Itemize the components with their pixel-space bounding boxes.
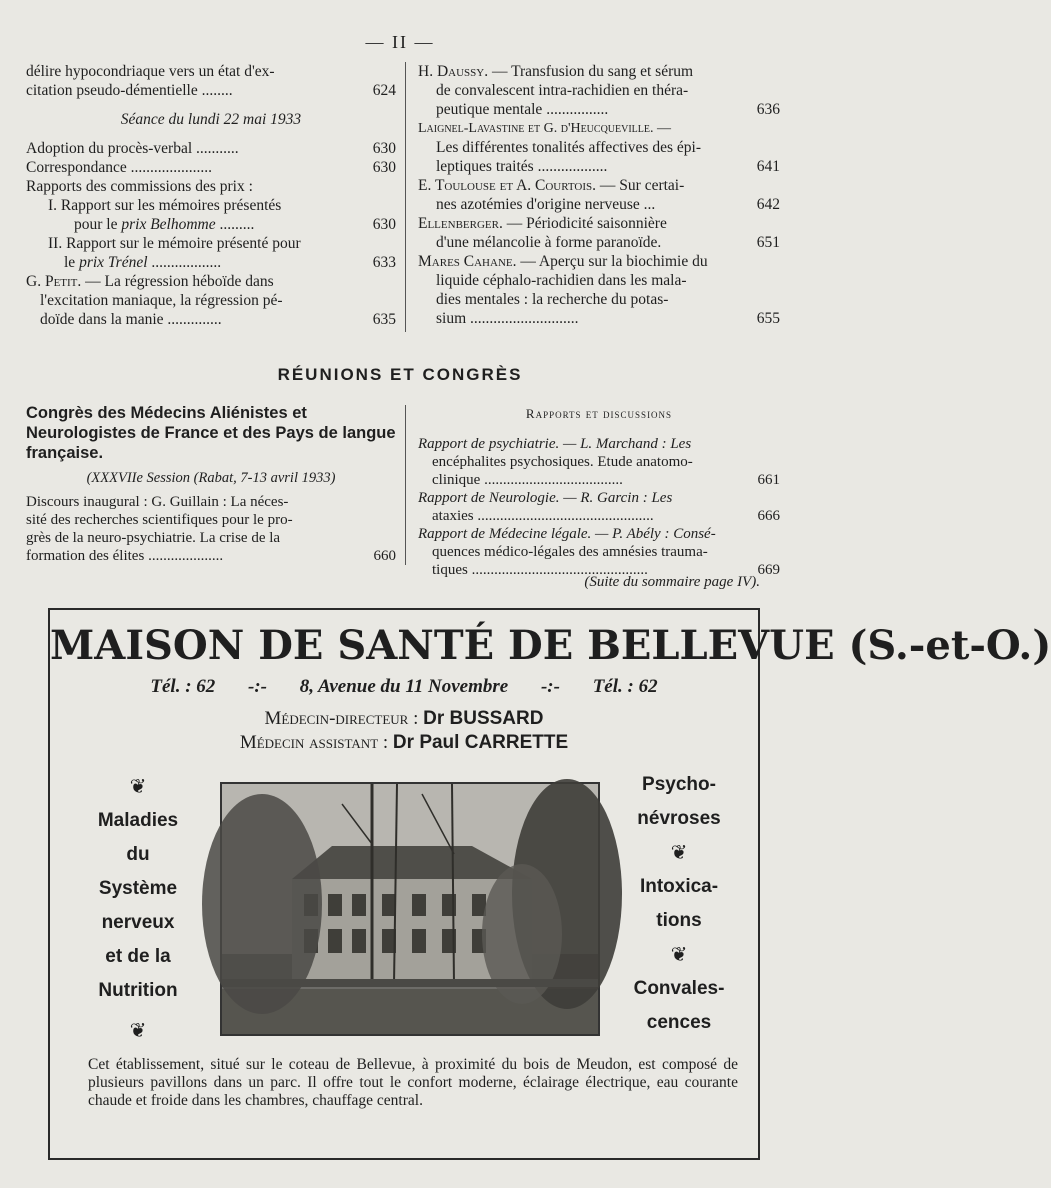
toc-entry: Rapport de Médecine légale. — P. Abély : Consé- (418, 526, 716, 542)
toc-entry: sité des recherches scientifiques pour le pro- (26, 512, 293, 528)
page-ref: 642 (756, 196, 780, 213)
page-ref: 630 (372, 159, 396, 176)
toc-entry: le prix Trénel .................. 633 (64, 254, 396, 271)
toc-entry: E. Toulouse et A. Courtois. — Sur certai- (418, 177, 685, 194)
ad-description: Cet établissement, situé sur le coteau de Bellevue, à proximité du bois de Meudon, est composé de plusieurs pavillons dans un parc. Il offre tout le confort moderne, éclairage électrique, eau courante chaude et froide dans les chambres, chauffage central. (88, 1056, 738, 1109)
toc-right-column (418, 62, 780, 328)
page-ref: 641 (756, 158, 780, 175)
page-ref: 630 (372, 216, 396, 233)
assistant-line: Médecin assistant : Dr Paul CARRETTE (239, 732, 569, 753)
director-line: Médecin-directeur : Dr BUSSARD (264, 708, 544, 729)
rapports-column (418, 405, 780, 579)
toc-entry: délire hypocondriaque vers un état d'ex- (26, 63, 275, 80)
toc-entry: grès de la neuro-psychiatrie. La crise de la (26, 530, 281, 546)
column-divider (405, 62, 406, 332)
congres-session: (XXXVIIe Session (Rabat, 7-13 avril 1933) (86, 470, 336, 486)
toc-entry: Rapports des commissions des prix : (26, 178, 253, 195)
toc-entry: d'une mélancolie à forme paranoïde. 651 (436, 234, 780, 251)
toc-entry: tiques ............................................... 669 (432, 562, 780, 578)
page-ref: 636 (756, 101, 780, 118)
toc-entry: Adoption du procès-verbal ........... 630 (26, 140, 396, 157)
toc-entry: II. Rapport sur le mémoire présenté pour (48, 235, 301, 252)
separator: -:- (540, 676, 560, 697)
toc-entry: clinique ..................................... 661 (432, 472, 780, 488)
specialty-line: Convales- (633, 978, 725, 999)
specialty-line: et de la (105, 946, 171, 967)
toc-entry: Correspondance ..................... 630 (26, 159, 396, 176)
tel-right: Tél. : 62 (592, 676, 658, 697)
toc-entry: de convalescent intra-rachidien en théra- (436, 82, 689, 99)
specialty-line: Maladies (97, 810, 179, 831)
specialty-line: nerveux (101, 912, 175, 933)
specialty-line: du (126, 844, 150, 865)
congres-column (26, 403, 396, 565)
column-divider (405, 405, 406, 565)
building-photo (220, 782, 600, 1036)
toc-entry: Rapport de psychiatrie. — L. Marchand : Les (418, 436, 692, 452)
rapports-heading: Rapports et discussions (525, 406, 673, 421)
toc-entry: I. Rapport sur les mémoires présentés (48, 197, 282, 214)
page-number: — II — (365, 32, 435, 52)
specialty-line: Intoxica- (639, 876, 719, 897)
toc-entry: ataxies ............................................... 666 (432, 508, 780, 524)
page-ref: 651 (756, 234, 780, 251)
suite-note: (Suite du sommaire page IV). (584, 574, 760, 590)
page-ref: 661 (757, 472, 780, 488)
section-title: RÉUNIONS ET CONGRÈS (277, 365, 523, 384)
toc-entry: liquide céphalo-rachidien dans les mala- (436, 272, 687, 289)
toc-entry: encéphalites psychosiques. Etude anatomo- (432, 454, 693, 470)
page-ref: 660 (373, 548, 396, 564)
toc-entry: H. Daussy. — Transfusion du sang et sérum (418, 63, 694, 80)
page-ref: 624 (372, 82, 396, 99)
toc-entry: Mares Cahane. — Aperçu sur la biochimie du (418, 253, 708, 270)
specialty-line: Nutrition (98, 980, 178, 1001)
toc-entry: peutique mentale ................ 636 (436, 101, 780, 118)
toc-entry: Rapport de Neurologie. — R. Garcin : Les (418, 490, 673, 506)
specialty-line: névroses (637, 808, 721, 829)
toc-entry: Laignel-Lavastine et G. d'Heucqueville. — (418, 121, 672, 136)
toc-entry: nes azotémies d'origine nerveuse ... 642 (436, 196, 780, 213)
toc-entry: G. Petit. — La régression héboïde dans (26, 273, 274, 290)
address: 8, Avenue du 11 Novembre (299, 676, 509, 697)
toc-entry: formation des élites .................... 660 (26, 548, 396, 564)
toc-entry: Discours inaugural : G. Guillain : La néces- (26, 494, 289, 510)
toc-left-column (26, 62, 396, 329)
ornament-icon: ❦ (670, 842, 688, 864)
toc-entry: Les différentes tonalités affectives des épi- (436, 139, 701, 156)
ornament-icon: ❦ (129, 1020, 147, 1042)
specialty-line: Système (98, 878, 178, 899)
building-photo-illustration (222, 784, 598, 1034)
specialty-line: cences (646, 1012, 712, 1033)
page-ref: 666 (757, 508, 780, 524)
page-ref: 669 (757, 562, 780, 578)
toc-entry: Ellenberger. — Périodicité saisonnière (418, 215, 667, 232)
seance-heading: Séance du lundi 22 mai 1933 (120, 111, 302, 128)
toc-entry: dies mentales : la recherche du potas- (436, 291, 669, 308)
ornament-icon: ❦ (670, 944, 688, 966)
specialty-line: Psycho- (642, 774, 716, 795)
page-ref: 635 (372, 311, 396, 328)
advertisement-box (48, 608, 1051, 1160)
toc-entry: sium ............................ 655 (436, 310, 780, 327)
toc-entry: leptiques traités .................. 641 (436, 158, 780, 175)
toc-entry: pour le prix Belhomme ......... 630 (74, 216, 396, 233)
congres-title: Congrès des Médecins Aliénistes et Neurologistes de France et des Pays de langue française. (26, 404, 396, 462)
specialty-line: tions (656, 910, 702, 931)
specialties-right (605, 768, 753, 1040)
page-ref: 655 (756, 310, 780, 327)
toc-entry: doïde dans la manie .............. 635 (40, 311, 396, 328)
toc-entry: citation pseudo-démentielle ........ 624 (26, 82, 396, 99)
page-ref: 630 (372, 140, 396, 157)
tel-left: Tél. : 62 (150, 676, 216, 697)
toc-entry: l'excitation maniaque, la régression pé- (40, 292, 283, 309)
ornament-icon: ❦ (129, 776, 147, 798)
separator: -:- (248, 676, 268, 697)
page-ref: 633 (372, 254, 396, 271)
specialties-left (68, 770, 208, 1048)
toc-entry: quences médico-légales des amnésies trauma- (432, 544, 708, 560)
ad-title: MAISON DE SANTÉ DE BELLEVUE (S.-et-O.) (50, 622, 1051, 669)
ad-contact-line (50, 676, 758, 698)
